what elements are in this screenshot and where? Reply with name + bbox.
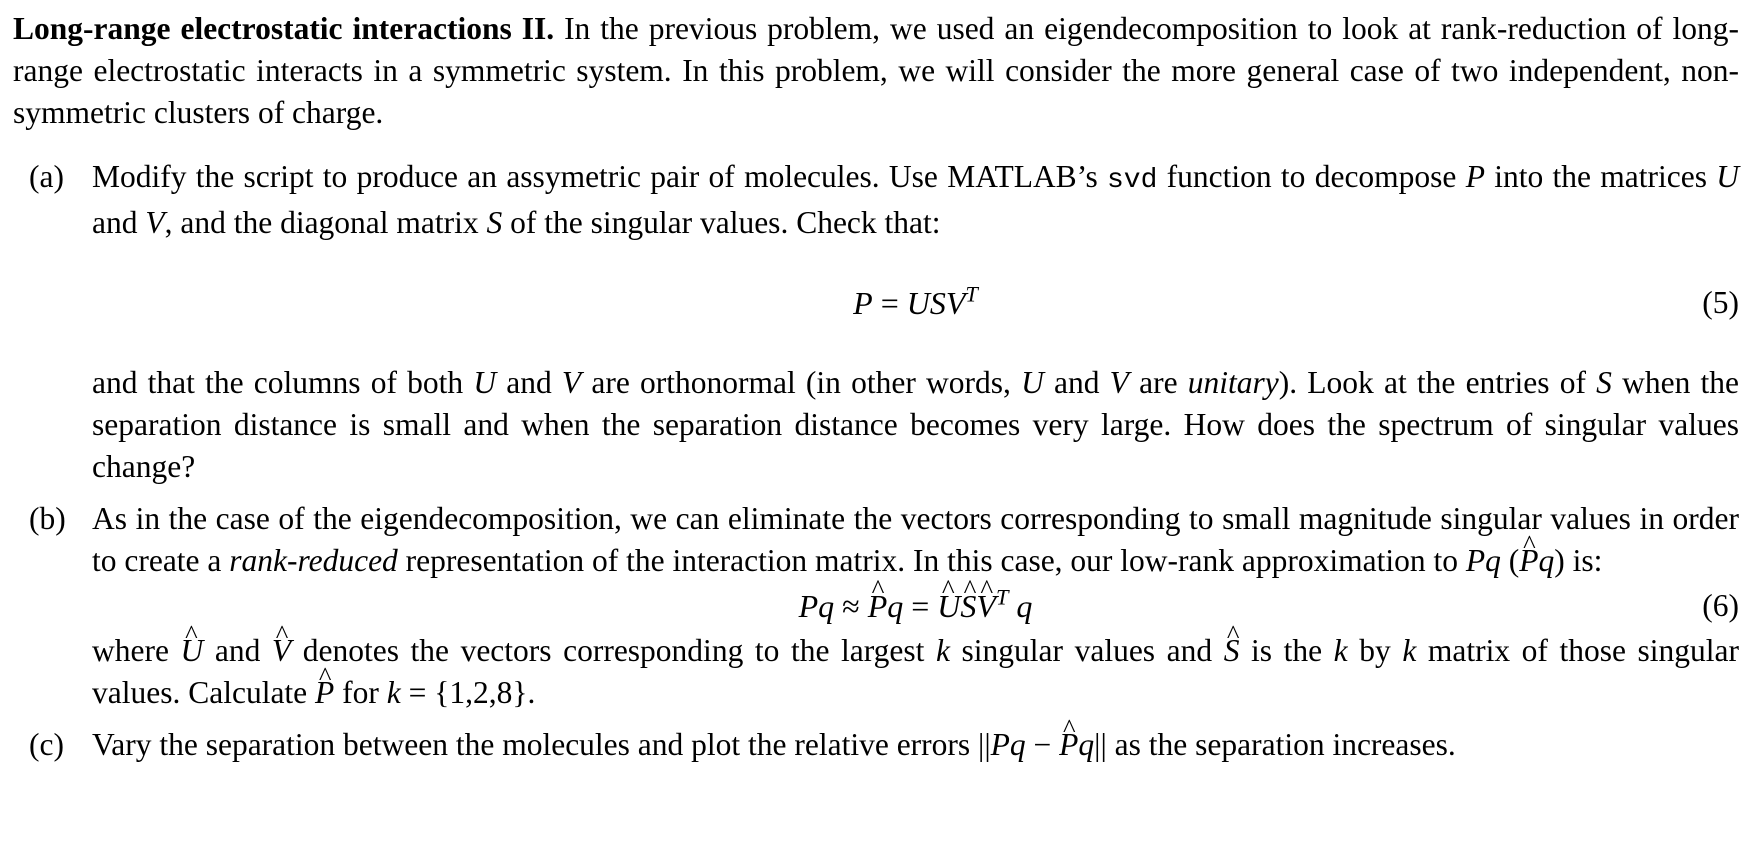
subproblem-a-label: (a) [29,159,64,194]
equation-5-body: $P = USV^T$ [853,281,978,321]
equation-6-body: Pq ≈ P ^q = U ^S ^V ^$^T$ q [92,582,1739,630]
subproblem-b-text: As in the case of the eigendecomposition, we can eliminate the vectors corresponding to small magnitude singular values in order to create a rank-reduced representation of the interaction matrix. In this case, our low-rank approximation to Pq (P ^q) is: [92,498,1739,582]
subproblem-c-text: Vary the separation between the molecules and plot the relative errors ||Pq − P ^q|| as the separation increases. [92,724,1739,766]
subproblem-a-text-continued: and that the columns of both U and V are orthonormal (in other words, U and V are unitary). Look at the entries of S when the separation distance is small and when the separation distance becomes very large. How does the spectrum of singular values change? [92,365,1739,484]
intro-text: In the previous problem, we used an eigendecomposition to look at rank-reduction of long-range electrostatic interacts in a symmetric system. In this problem, we will consider the more general case of two independent, non-symmetric clusters of charge. [13,11,1739,130]
equation-6-number: (6) [1702,588,1739,623]
subproblem-b-text-continued: where U ^ and V ^ denotes the vectors corresponding to the largest k singular values and S ^ is the k by k matrix of those singular values. Calculate P ^ for k = {1,2,8}. [92,630,1739,714]
subproblem-b [13,498,1739,714]
equation-5-number: (5) [1702,285,1739,320]
intro-paragraph [13,8,1739,134]
subproblem-c-label: (c) [29,727,64,762]
subproblem-c [13,724,1739,766]
rank-reduced-emphasis: rank-reduced [229,543,398,578]
unitary-emphasis: unitary [1187,365,1279,400]
problem-title: Long-range electrostatic interactions II. [13,11,555,46]
subproblem-a-text: Modify the script to produce an assymetric pair of molecules. Use MATLAB’s svd function to decompose P into the matrices U and V, and the diagonal matrix S of the singular values. Check that: [92,159,1739,240]
equation-6 [92,582,1739,630]
subproblem-list [13,156,1739,766]
subproblem-b-label: (b) [29,501,66,536]
equation-5 [92,244,1739,362]
svd-code: svd [1106,165,1158,196]
problem-page [13,8,1739,766]
subproblem-a [13,156,1739,488]
